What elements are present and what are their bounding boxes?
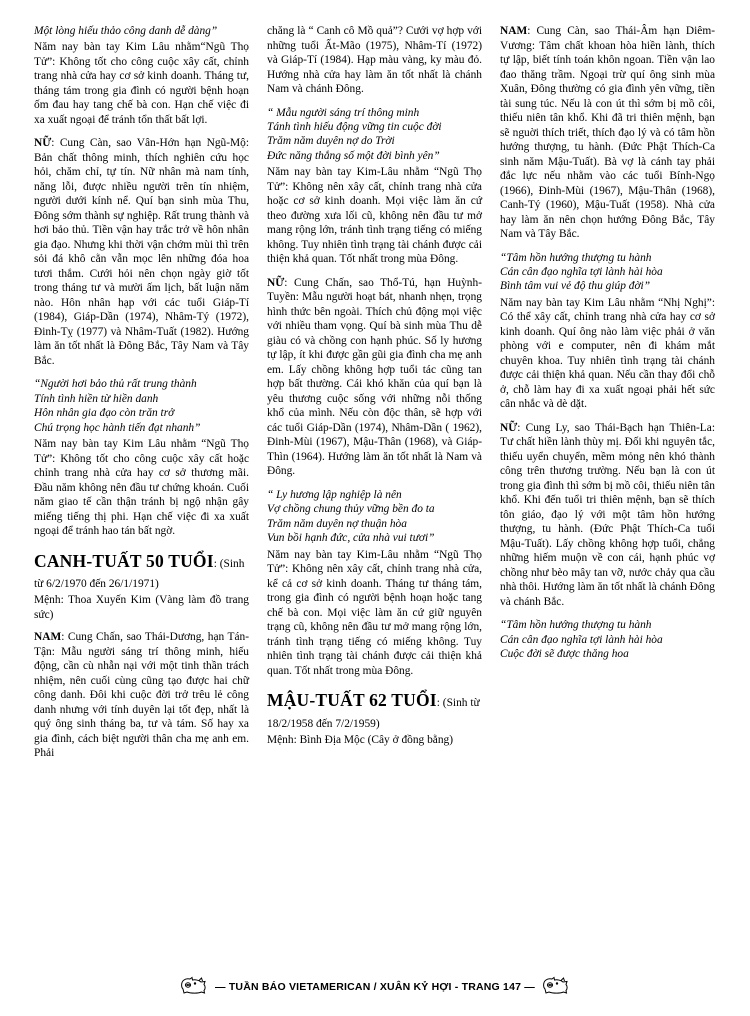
- heading-mau-tuat: [267, 690, 482, 730]
- verse-line: Vợ chồng chung thủy vững bền đo ta: [267, 503, 435, 516]
- heading-canh-tuat: [34, 551, 249, 591]
- label-nam: NAM: [34, 631, 62, 644]
- para-nu-van-hon-text: : Cung Càn, sao Vân-Hớn hạn Ngũ-Mộ: Bản chất thông minh, thích nghiên cứu học hỏi, chăm chỉ, tự tín. Nữ nhân mà nam tính, năng lỗi, được nhiều người trên tín nhiệm, người dưới kính nể. Quí bạn sinh mùa Thu, Đông sớm thành sự nghiệp. Rất trung thành và hơi bảo thủ. Tiền vận hay trắc trở về hôn nhân gia đạo. Nhưng khi thời vận chớm mùi thì trên sỏi đá khô cằn vẫn mọc lên những đóa hoa tươi thắm. Cưới hỏi nên chọn ngày giờ tốt trong tháng tư và mười ấm lịch, bất luận năm nào. Hôn nhân hạp với các tuổi Giáp-Tí (1984), Giáp-Dần (1974), Nhâm-Tý (1972), Đinh-Tỵ (1977) và Nhâm-Tuất (1982). Hướng làm ăn tốt nhất là Đông Bắc, Tây Nam và Tây Bắc.: [34, 137, 249, 367]
- footer-text: — TUẦN BÁO VIETAMERICAN / XUÂN KỶ HỢI - TRANG 147 —: [215, 980, 535, 993]
- verse-line: “Tâm hồn hướng thượng tu hành: [500, 251, 652, 264]
- heading-mau-tuat-title: MẬU-TUẤT 62 TUỔI: [267, 690, 437, 711]
- verse-group-4: [500, 251, 715, 294]
- label-nu: NỮ: [34, 137, 52, 150]
- fate-mau-tuat: Mệnh: Bình Địa Mộc (Cây ở đồng bằng): [267, 733, 454, 746]
- verse-line: Trăm năm duyên nợ do Trời: [267, 135, 395, 148]
- heading-canh-tuat-subtitle: : (Sinh từ 6/2/1970 đến 26/1/1971): [34, 557, 245, 591]
- fate-canh-tuat: Mệnh: Thoa Xuyến Kim (Vàng làm đồ trang sức): [34, 594, 249, 621]
- verse-line: Cuộc đời sẽ được thăng hoa: [500, 648, 629, 661]
- para-nu-mau-tuat: [500, 421, 715, 610]
- verse-line: “Tâm hồn hướng thượng tu hành: [500, 619, 652, 632]
- verse-line: “Người hơi bảo thủ rất trung thành: [34, 378, 197, 391]
- verse-line: Cán cân đạo nghĩa tợi lành hài hòa: [500, 265, 663, 278]
- heading-canh-tuat-title: CANH-TUẤT 50 TUỔI: [34, 550, 214, 571]
- pig-icon: [179, 975, 209, 998]
- verse-line: Trăm năm duyên nợ thuận hòa: [267, 517, 407, 530]
- column-left: [34, 24, 249, 954]
- para-tho-tu-4: Năm nay bàn tay Kim-Lâu nhằm “Ngũ Thọ Tử”: Không nên xây cất, chỉnh trang nhà cửa, kể cả cơ sở kinh doanh. Tháng tư tháng tám, trong gia đình có người bệnh hoạn hoặc tang chế bà con. Mọi việc làm ăn cứ giữ nguyên trạng cũ, không nên đầu tư mở mang rộng lớn, tránh tình trạng tiếng có miếng không. Tuy nhiên tình trạng tài chánh được cải thiện khả quan. Tốt nhất trong mùa Đông.: [267, 548, 482, 677]
- verse-line: “ Mẫu người sáng trí thông minh: [267, 106, 420, 119]
- label-nam: NAM: [500, 25, 528, 37]
- para-tho-tu-2: Năm nay bàn tay Kim Lâu nhằm “Ngũ Thọ Tử”: Không tốt cho công cuộc xây cất hoặc chỉnh trang nhà cửa hay cơ sở thương mãi. Đầu năm không nên đầu tư chứng khoán. Cuối năm giao tế cần thận tránh bị ngộ nhận gây miếng tiếng thị phi. Hạn chế việc đi xa xuất ngoại để tránh hao tán bất ngờ.: [34, 438, 249, 538]
- verse-line: Cán cân đạo nghĩa tợi lành hài hòa: [500, 633, 663, 646]
- para-nam-mau-tuat: [500, 24, 715, 242]
- verse-opening: Một lòng hiếu thảo công danh dễ dàng”: [34, 25, 218, 37]
- para-nhi-nghi: Năm nay bàn tay Kim Lâu nhằm “Nhị Nghị”: Có thể xây cất, chỉnh trang nhà cửa hay cơ sở kinh doanh. Quí ông nào làm việc phải ở văn phòng với e computer, nên đi khám mắt chuyên khoa. Tuy nhiên tình trạng tài chánh được cải thiện khả quan. Nếu cần thay đổi chỗ ở, chỗ làm hay đi xa xuất ngoại phải hết sức cân nhắc và dè dặt.: [500, 296, 715, 411]
- verse-line: Đức năng thắng số một đời bình yên”: [267, 149, 440, 162]
- para-tho-tu-1: Năm nay bàn tay Kim Lâu nhằm“Ngũ Thọ Tử”: Không tốt cho công cuộc xây cất, chỉnh trang nhà cửa hay cơ sở kinh doanh. Tháng tư, tháng tám trong gia đình có người bệnh hoạn ốm đau hay tang chế bà con. Hạn chế việc đi xa xuất ngoại để tránh tổn thất bất lợi.: [34, 41, 249, 126]
- verse-line: Chú trọng học hành tiến đạt nhanh”: [34, 421, 201, 434]
- label-nu: NỮ: [500, 421, 518, 434]
- column-right: [500, 24, 715, 954]
- column-middle: [267, 24, 482, 954]
- pig-icon: [541, 975, 571, 998]
- verse-line: Tính tình hiền từ hiền danh: [34, 392, 159, 405]
- verse-group-5: [500, 618, 715, 661]
- verse-line: Vun bồi hạnh đức, cửa nhà vui tươi”: [267, 532, 435, 545]
- para-nam-mau-tuat-text: : Cung Càn, sao Thái-Âm hạn Diêm-Vương: Tâm chất khoan hòa hiền lành, thích tự lập, biết tính toán khôn ngoan. Tiền vận lao đao thăng trầm. Ngoại trừ quí ông sinh mùa Xuân, Đông thường có gia đình yên vững, tiền tài sung túc. Nếu là con út thì sớm bị mồ côi, thiếu niên tân khổ. Khi đã tri thiên mệnh, bạn sẽ nguời thích triết, thích đạo lý và có tâm hồn hướng thượng, tu hành. (Đức Phật Thích-Ca sinh năm Mậu-Tuất). Bà vợ là cánh tay phải đắc lực nếu nhằm vào các tuổi Bính-Ngọ (1966), Đinh-Mùi (1967), Mậu-Thân (1968), Canh-Tý (1960), Mậu-Tuất (1958). Nhà cửa hay làm ăn nên chọn hướng Đông Bắc, Tây Nam và Tây Bắc.: [500, 25, 715, 240]
- verse-group-2: [267, 106, 482, 164]
- para-nu-van-hon: [34, 136, 249, 368]
- label-nu: NỮ: [267, 276, 285, 289]
- verse-line: “ Ly hương lập nghiệp là nên: [267, 488, 402, 501]
- para-nu-canh-tuat-text: : Cung Chấn, sao Thổ-Tú, hạn Huỳnh-Tuyền: Mẫu người hoạt bát, nhanh nhẹn, trọng hình thức bên ngoài. Thích chủ động mọi việc với nhiều tham vọng. Quí bà sinh mùa Thu dễ giàu có và chồng con hạnh phúc. Số ly hương tự lập, ít khi được gần gũi gia đình cha mẹ anh em. Lấy chồng không hợp tuổi tác cũng tan hợp bất thường. Cái khó khăn của quí bạn là yêu thương cuộc sống với những nỗi thống khổ của mình. Nếu còn độc thân, sẽ hợp với các tuổi Giáp-Dần (1974), Nhâm-Dần ( 1962), Đinh-Mùi (1967), Mậu-Thân (1968), và Giáp-Thìn (1964). Hướng làm ăn tốt nhất là Nam và Đông.: [267, 276, 482, 478]
- para-nam-canh-tuat-text: : Cung Chấn, sao Thái-Dương, hạn Tán-Tận: Mẫu người sáng trí thông minh, hiếu động, cần cù nhẫn nại với một tinh thần trách nhiệm, nên cuối cùng cũng tạo được hai chữ công danh. Đôi khi cuộc đời trở trêu lẻ công danh nhưng với tính duyên lại tốt đẹp, nhất là quý ông sinh tháng ba, tư và tám. Số hay xa gia đình, cách biệt người thân cha mẹ anh em. Phải: [34, 631, 249, 760]
- verse-line: Bình tâm vui vẻ độ thu giúp đời”: [500, 280, 651, 293]
- para-nu-canh-tuat: [267, 276, 482, 479]
- three-column-layout: [34, 24, 716, 954]
- para-nam-canh-tuat: [34, 630, 249, 761]
- para-tho-tu-3: Năm nay bàn tay Kim-Lâu nhằm “Ngũ Thọ Tử”: Không nên xây cất, chỉnh trang nhà cửa hoặc cơ sở kinh doanh. Mọi việc làm ăn cứ theo đường xưa lối cũ, không nên đầu tư mở mang rộng lớn, tránh tình trạng tiếng có miếng không. Tuy nhiên tình trạng tài chánh được cải thiện khả quan. Tốt nhất trong mùa Đông.: [267, 166, 482, 266]
- page-footer: [0, 975, 750, 998]
- para-nu-mau-tuat-text: : Cung Ly, sao Thái-Bạch hạn Thiên-La: Tư chất hiền lành thùy mị. Đối khi nguyên tắc, thiếu uyển chuyển, mềm mỏng nên khó thành công trên thương trường. Nếu bạn là con út trong gia đình thì sớm bị mồ côi, thiếu niên tân khổ. Khi đến tuổi tri thiên mệnh, bạn sẽ thích tôn giáo, đạo lý với một tâm hồn hướng thượng, tu hành. (Đức Phật Thích-Ca tuổi Mậu-Tuất). Lấy chồng không hợp tuổi, chẳng những hiếm muộn về con cái, hạnh phúc vợ chồng như bèo mây tan vỡ, nước chảy qua cầu nhà thôi. Hướng làm ăn tốt nhất là chánh Đông và chánh Bắc.: [500, 421, 715, 608]
- verse-group-1: [34, 377, 249, 435]
- verse-line: Hôn nhân gia đạo còn trăn trở: [34, 407, 175, 420]
- verse-group-3: [267, 488, 482, 546]
- verse-line: Tánh tình hiếu động vững tin cuộc đời: [267, 120, 442, 133]
- para-canh-co-mo-qua: chăng là “ Canh cô Mồ quả”? Cưới vợ hợp với những tuổi Ất-Mão (1975), Nhâm-Tí (1972) và Giáp-Tí (1984). Hạp màu vàng, ky màu đỏ. Hướng nhà cửa hay làm ăn tốt nhất là chánh Nam và chánh Đông.: [267, 25, 482, 95]
- heading-mau-tuat-subtitle: : (Sinh từ 18/2/1958 đến 7/2/1959): [267, 697, 480, 730]
